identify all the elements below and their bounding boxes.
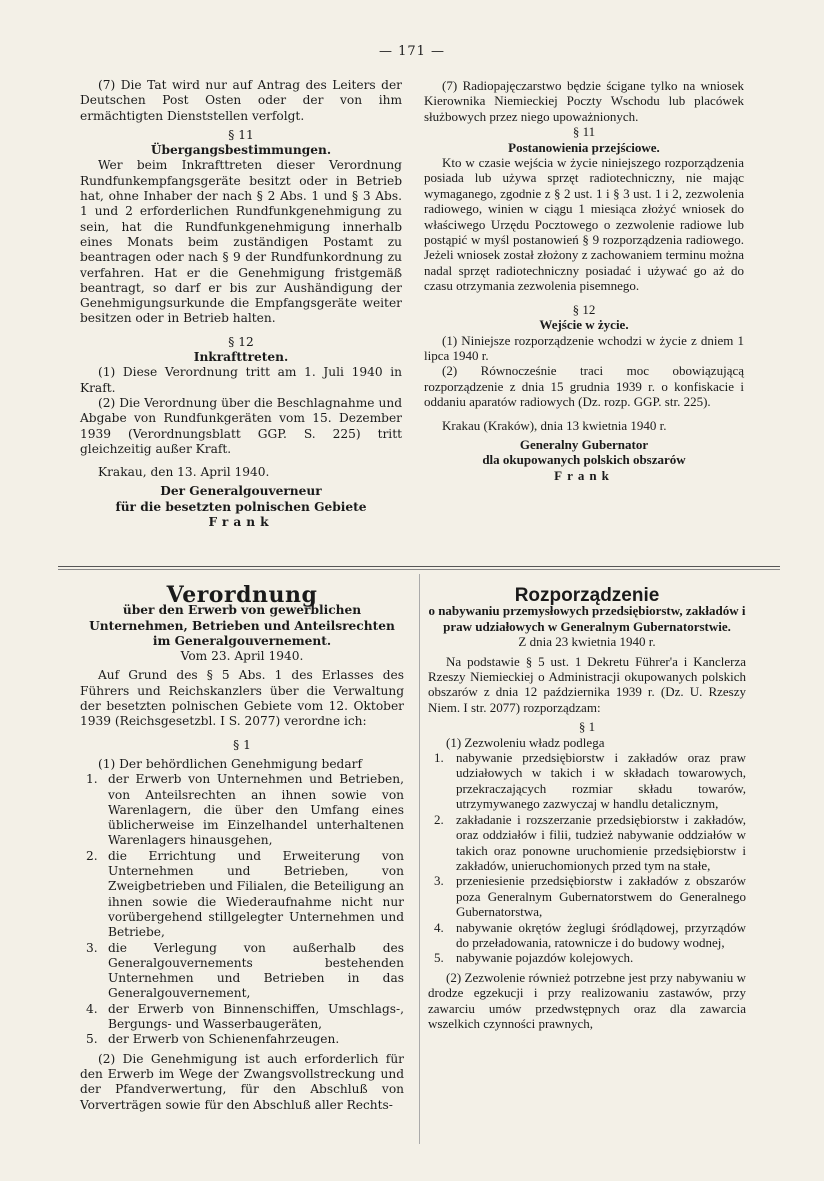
- page-number: — 171 —: [378, 44, 446, 59]
- decree-section-1-heading-pl: § 1: [578, 719, 596, 735]
- list-item: 3. przeniesienie przedsiębiorstw i zakładów z obszarów poza Generalnym Gubernatorstwem do Generalnego Gubernatorstwa,: [434, 873, 746, 920]
- signature-name-de: Frank: [208, 515, 274, 530]
- decree-p1-pl: (1) Zezwoleniu władz podlega: [446, 734, 605, 750]
- section-12-p1-de: (1) Diese Verordnung tritt am 1. Juli 1940 in Kraft.: [80, 365, 402, 395]
- signature-subtitle-de: für die besetzten polnischen Gebiete: [115, 499, 367, 514]
- signature-name-pl: Frank: [554, 467, 614, 483]
- section-11-title-pl: Postanowienia przejściowe.: [508, 139, 660, 155]
- paragraph-7-de: (7) Die Tat wird nur auf Antrag des Leiters der Deutschen Post Osten oder der von ihm ermächtigten Dienststellen verfolgt.: [80, 78, 402, 123]
- section-12-p2-pl: (2) Równocześnie traci moc obowiązującą rozporządzenie z dnia 15 grudnia 1939 r. o konfiskacie i oddaniu aparatów radiowych (Dz. rozp. GGP. str. 225).: [424, 363, 744, 410]
- decree-subtitle-de: über den Erwerb von gewerblichen Unternehmen, Betrieben und Anteilsrechten im Generalgouvernement.: [89, 603, 395, 648]
- signature-title-de: Der Generalgouverneur: [160, 484, 322, 499]
- decree-subtitle-pl: o nabywaniu przemysłowych przedsiębiorstw, zakładów i praw udziałowych w Generalnym Gubernatorstwie.: [428, 603, 746, 634]
- list-item: 5. der Erwerb von Schienenfahrzeugen.: [86, 1032, 340, 1047]
- decree-p1-de: (1) Der behördlichen Genehmigung bedarf: [98, 756, 362, 771]
- section-divider-secondary: [58, 569, 780, 570]
- section-11-text-pl: Kto w czasie wejścia w życie niniejszego rozporządzenia posiada lub używa sprzęt radiotechniczny, nie mając wymaganego, zgodnie z § 2 ust. 1 i § 3 ust. 1 i 2, zezwolenia radiowego, winien w ciągu 1 miesiąca złożyć wniosek do właściwego Urzędu Pocztowego o zezwolenie radiowe lub postąpić w myśl postanowień § 9 rozporządzenia radiowego. Jeżeli wniosek został złożony z zachowaniem terminu można nadal sprzęt radiotechniczny posiadać i używać go aż do czasu otrzymania zezwolenia pisemnego.: [424, 155, 744, 294]
- section-11-title-de: Übergangsbestimmungen.: [150, 143, 332, 158]
- place-date-de: Krakau, den 13. April 1940.: [98, 465, 270, 480]
- section-12-p1-pl: (1) Niniejsze rozporządzenie wchodzi w życie z dniem 1 lipca 1940 r.: [424, 332, 744, 363]
- list-item: 1. nabywanie przedsiębiorstw i zakładów oraz praw udziałowych w takich i w składach towarowych, przekraczających rozmiar składu towarów, utrzymywanego zazwyczaj w handlu detalicznym,: [434, 750, 746, 812]
- decree-date-de: Vom 23. April 1940.: [180, 649, 304, 664]
- section-11-heading-pl: § 11: [572, 124, 596, 140]
- signature-subtitle-pl: dla okupowanych polskich obszarów: [482, 452, 686, 468]
- section-11-heading-de: § 11: [228, 127, 254, 142]
- bottom-right-column: [428, 585, 746, 1031]
- decree-title-de: Verordnung: [166, 582, 318, 608]
- signature-title-pl: Generalny Gubernator: [519, 436, 649, 452]
- list-item: 4. der Erwerb von Binnenschiffen, Umschlags-, Bergungs- und Wasserbaugeräten,: [86, 1001, 404, 1032]
- list-item: 2. zakładanie i rozszerzanie przedsiębiorstw i zakładów, oraz oddziałów i filii, tudzież nabywanie oddziałów w takich oraz ponowne uruchomienie przedsiębiorstw i zakładów, unieruchomionych przed tym na stałe,: [434, 811, 746, 873]
- section-12-heading-pl: § 12: [572, 301, 596, 317]
- decree-p2-de: (2) Die Genehmigung ist auch erforderlich für den Erwerb im Wege der Zwangsvollstreckung und der Pfandverwertung, für den Abschluß von Vorverträgen sowie für den Abschluß aller Rechts-: [80, 1051, 404, 1112]
- decree-p2-pl: (2) Zezwolenie również potrzebne jest przy nabywaniu w drodze egzekucji i przy realizowaniu zastawów, przy zawarciu umów przedwstępnych oraz dla zawarcia wszelkich czynności prawnych,: [428, 969, 746, 1031]
- paragraph-7-pl: (7) Radiopajęczarstwo będzie ścigane tylko na wniosek Kierownika Niemieckiej Poczty Wschodu lub placówek służbowych przez niego upoważnionych.: [424, 78, 744, 124]
- list-item: 1. der Erwerb von Unternehmen und Betrieben, von Anteilsrechten an ihnen sowie von Warenlagern, die über den Umfang eines üblicherweise im Einzelhandel unterhaltenen Warenlagers hinausgehen,: [86, 772, 404, 848]
- bottom-left-column: [80, 582, 404, 1113]
- decree-intro-pl: Na podstawie § 5 ust. 1 Dekretu Führer'a i Kanclerza Rzeszy Niemieckiej o Administracji okupowanych polskich obszarów z dnia 12 października 1939 r. (Dz. U. Rzeszy Niem. I str. 2077) rozporządzam:: [428, 653, 746, 715]
- top-left-column: [80, 78, 402, 530]
- decree-title-pl: Rozporządzenie: [514, 585, 660, 606]
- decree-intro-de: Auf Grund des § 5 Abs. 1 des Erlasses des Führers und Reichskanzlers über die Verwaltung der besetzten polnischen Gebiete vom 12. Oktober 1939 (Reichsgesetzbl. I S. 2077) verordne ich:: [80, 668, 404, 729]
- decree-date-pl: Z dnia 23 kwietnia 1940 r.: [518, 634, 656, 650]
- list-item: 5. nabywanie pojazdów kolejowych.: [434, 950, 634, 966]
- section-12-title-de: Inkrafttreten.: [193, 350, 289, 365]
- section-12-heading-de: § 12: [228, 334, 254, 349]
- column-divider: [419, 574, 420, 1144]
- top-right-column: [424, 78, 744, 483]
- list-item: 4. nabywanie okrętów żeglugi śródlądowej, przyrządów do przeładowania, ratownicze i do budowy wodnej,: [434, 919, 746, 950]
- section-11-text-de: Wer beim Inkrafttreten dieser Verordnung Rundfunkempfangsgeräte besitzt oder in Betrieb hat, ohne Inhaber der nach § 2 Abs. 1 und § 3 Abs. 1 und 2 erforderlichen Rundfunkgenehmigung zu sein, hat die Rundfunkgenehmigung innerhalb eines Monats beim zuständigen Postamt zu beantragen oder nach § 9 der Rundfunkordnung zu verfahren. Hat er die Genehmigung fristgemäß beantragt, so darf er bis zur Aushändigung der Genehmigungsurkunde die Empfangsgeräte weiter besitzen oder in Betrieb halten.: [80, 158, 402, 326]
- section-12-p2-de: (2) Die Verordnung über die Beschlagnahme und Abgabe von Rundfunkgeräten vom 15. Dezember 1939 (Verordnungsblatt GGP. S. 225) tritt gleichzeitig außer Kraft.: [80, 395, 402, 456]
- list-item: 3. die Verlegung von außerhalb des Generalgouvernements bestehenden Unternehmen und Betrieben in das Generalgouvernement,: [86, 940, 404, 1001]
- place-date-pl: Krakau (Kraków), dnia 13 kwietnia 1940 r.: [442, 417, 667, 433]
- list-item: 2. die Errichtung und Erweiterung von Unternehmen und Betrieben, von Zweigbetrieben und Filialen, die Beteiligung an ihnen sowie die Wiederaufnahme nicht nur vorübergehend stillgelegter Unternehmen und Betriebe,: [86, 848, 404, 940]
- section-12-title-pl: Wejście w życie.: [539, 317, 629, 333]
- decree-section-1-heading-de: § 1: [233, 737, 251, 752]
- requirements-list-pl: [428, 750, 746, 966]
- section-divider: [58, 566, 780, 567]
- requirements-list-de: [80, 772, 404, 1047]
